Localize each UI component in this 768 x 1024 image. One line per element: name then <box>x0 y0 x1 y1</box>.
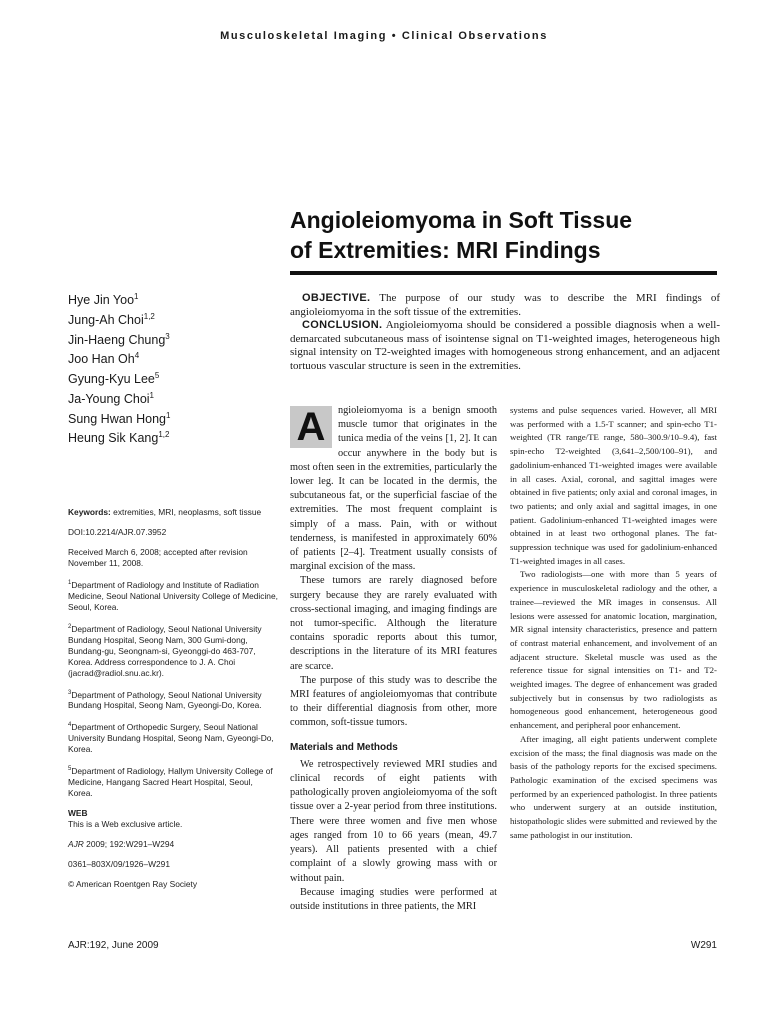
keywords: Keywords: extremities, MRI, neoplasms, soft tissue <box>68 507 262 517</box>
drop-cap: A <box>290 406 332 448</box>
affiliation: $^3$Department of Pathology, Seoul National University Bundang Hospital, Seong Nam, Gyeongi-Do, Korea. <box>68 689 262 711</box>
affiliation: $^4$Department of Orthopedic Surgery, Seoul National University Bundang Hospital, Seong Nam, Gyeongi-Do, Korea. <box>68 722 274 755</box>
paragraph: ngioleiomyoma is a benign smooth muscle tumor that originates in the tunica media of the veins [1, 2]. It can occur anywhere in the body but is most often seen in the extremities, particularly the lower leg. It can be located in the dermis, the subcutaneous fat, or the superficial fasciae of the extremities. The most frequent complaint is simply of a mass. Pain, with or without tenderness, is manifested in approximately 60% of patients [2–4]. Treatment usually consists of marginal excision of the mass. <box>290 405 497 573</box>
objective-label: OBJECTIVE. <box>302 292 371 304</box>
paragraph: After imaging, all eight patients underwent complete excision of the mass; the final diagnosis was made on the basis of the pathology reports for the excised specimens. Pathologic examination of the excised specimens was performed by an experienced pathologist. In three patients who underwent surgery at an outside institution, histopathologic slides were submitted and reviewed by the same pathologist in our institution. <box>510 733 717 840</box>
copyright: © American Roentgen Ray Society <box>68 878 198 889</box>
paragraph: These tumors are rarely diagnosed before surgery because they are rarely evaluated with cross-sectional imaging, and imaging findings are not tumor-specific. Although the literature contains sporadic reports about this tumor, descriptions in the literature of its MRI features are scarce. <box>290 575 497 672</box>
footer-page-number: W291 <box>690 940 717 951</box>
body-column-2 <box>510 404 717 843</box>
web-label: WEB <box>68 807 88 818</box>
footer-journal-info: AJR:192, June 2009 <box>68 940 159 951</box>
author: Joo Han Oh$^4$ <box>68 351 140 367</box>
paragraph: Two radiologists—one with more than 5 years of experience in musculoskeletal radiology and the other, a trainee—reviewed the MR images in consensus. All lesions were assessed for anatomic location, margination, MR signal intensity characteristics, presence and pattern of contrast material enhancement, and involvement of an adjacent structure. Skeletal muscle was used as the reference tissue for signal intensities on T1- and T2-weighted images. The degree of enhancement was graded subjectively but in consensus by two radiologists as homogeneous good enhancement, heterogeneous good enhancement, and peripheral poor enhancement. <box>510 569 717 731</box>
received-date: Received March 6, 2008; accepted after revision November 11, 2008. <box>68 547 248 568</box>
doi: DOI:10.2214/AJR.07.3952 <box>68 527 167 537</box>
article-sidebar <box>68 507 278 899</box>
citation: AJR 2009; 192:W291–W294 <box>68 838 175 849</box>
running-header: Musculoskeletal Imaging • Clinical Observations <box>220 30 548 42</box>
abstract-conclusion <box>290 319 720 373</box>
author-list <box>68 289 278 447</box>
author: Ja-Young Choi$^1$ <box>68 390 154 406</box>
author: Sung Hwan Hong$^1$ <box>68 410 171 426</box>
section-heading: Materials and Methods <box>290 741 398 753</box>
author: Jin-Haeng Chung$^3$ <box>68 331 170 347</box>
affiliation: $^5$Department of Radiology, Hallym University College of Medicine, Hangang Sacred Heart Hospital, Seoul, Korea. <box>68 765 273 798</box>
paragraph: The purpose of this study was to describe the MRI features of angioleiomyomas that contribute to their differential diagnosis from other, more common, soft-tissue tumors. <box>290 674 497 729</box>
author: Heung Sik Kang$^{1,2}$ <box>68 430 170 446</box>
issn: 0361–803X/09/1926–W291 <box>68 858 170 869</box>
abstract <box>290 292 720 374</box>
article-title <box>290 205 730 265</box>
objective-text: The purpose of our study was to describe the MRI findings of angioleiomyoma in the soft tissue of the extremities. <box>290 292 720 318</box>
paragraph: We retrospectively reviewed MRI studies and clinical records of eight patients with pathologically proven angioleiomyoma of the soft tissue over a 2-year period from three institutions. There were three women and five men whose ages ranged from 10 to 66 years (mean, 49.7 years). All patients presented with a chief complaint of a slowly growing mass with or without pain. <box>290 758 497 884</box>
paragraph: Because imaging studies were performed at outside institutions in three patients, the MRI <box>290 886 497 912</box>
author: Gyung-Kyu Lee$^5$ <box>68 371 160 387</box>
author: Hye Jin Yoo$^1$ <box>68 292 139 308</box>
title-line-2: of Extremities: MRI Findings <box>290 237 601 263</box>
conclusion-label: CONCLUSION. <box>302 319 383 332</box>
title-rule <box>290 271 717 275</box>
author: Jung-Ah Choi$^{1,2}$ <box>68 311 155 327</box>
paragraph: systems and pulse sequences varied. However, all MRI was performed with a 1.5-T scanner; and spin-echo T1-weighted (TR range/TE range, 580–300.9/10–9.4), fast spin-echo T2-weighted (3,641–2,500/100–91), and gadolinium-enhanced T1-weighted images were available in all cases. Axial, coronal, and sagittal images were obtained in five patients; only axial and coronal images, in two patients; and only axial and sagittal images, in one patient. Gadolinium-enhanced T1-weighted images were obtained in at least two orthogonal planes. The fat-suppression technique was used for gadolinium-enhanced T1-weighted images in all cases. <box>510 405 717 566</box>
web-text: This is a Web exclusive article. <box>68 818 183 829</box>
affiliation: $^1$Department of Radiology and Institute of Radiation Medicine, Seoul National University College of Medicine, Seoul, Korea. <box>68 579 278 612</box>
abstract-objective <box>290 292 720 319</box>
body-column-1 <box>290 404 497 914</box>
title-line-1: Angioleiomyoma in Soft Tissue <box>290 207 633 233</box>
conclusion-text: Angioleiomyoma should be considered a possible diagnosis when a well-demarcated subcutaneous mass of isointense signal on T1-weighted images, heterogeneous high signal intensity on T2-weighted images with homogeneous strong enhancement, and an adjacent tortuous vascular structure is seen in the extremities. <box>290 319 720 372</box>
affiliation: $^2$Department of Radiology, Seoul National University Bundang Hospital, Seong Nam, 300 Gumi-dong, Bundang-gu, Seongnam-si, Gyeonggi-do 463-707, Korea. Address correspondence to J. A. Choi (jacrad@radiol.snu.ac.kr). <box>68 623 262 678</box>
